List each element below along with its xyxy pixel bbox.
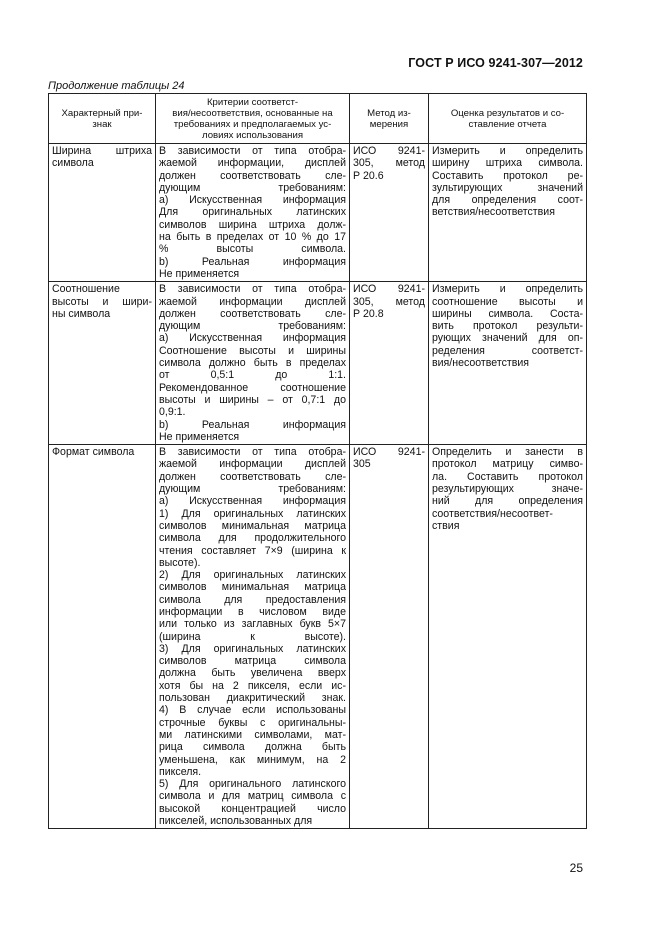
cell-line: символов минимальная матрица: [159, 581, 346, 594]
cell-line: соответствия/несоответ-: [432, 507, 553, 520]
cell-line: от 0,5:1 до 1:1.: [159, 369, 346, 382]
cell-line: 3) Для оригинальных латинских: [159, 642, 346, 655]
evaluation-cell: [429, 282, 587, 445]
cell-line: a) Искусственная информация: [159, 495, 346, 508]
cell-line: Критерии соответст-: [206, 96, 299, 108]
cell-line: символов матрица символа: [159, 655, 346, 668]
cell-line: Рекомендованное соотношение: [159, 381, 346, 394]
cell-line: Метод из-: [367, 107, 411, 119]
cell-line: Характерный при-: [61, 107, 143, 119]
cell-line: информации в числовом виде: [159, 605, 346, 618]
cell-line: уменьшена, как минимум, на 2: [159, 753, 346, 766]
cell-line: символа и для матриц символа с: [159, 790, 346, 803]
cell-line: соотношение высоты и: [432, 295, 583, 308]
cell-line: b) Реальная информация: [159, 418, 346, 431]
cell-line: мерения: [369, 118, 409, 130]
cell-line: жаемой информации дисплей: [159, 295, 346, 308]
cell-line: жаемой информации дисплей: [159, 458, 346, 471]
cell-line: Составить протокол ре-: [432, 169, 583, 182]
feature-cell: [49, 144, 156, 282]
evaluation-cell: [429, 144, 587, 282]
cell-line: ределения соответст-: [432, 344, 583, 357]
cell-line: рица символа должна быть: [159, 741, 346, 754]
cell-line: Ширина штриха: [52, 145, 152, 157]
cell-line: В зависимости от типа отобра-: [159, 145, 346, 157]
cell-line: должен соответствовать сле-: [159, 169, 346, 182]
cell-line: протокол матрицу симво-: [432, 458, 583, 471]
header-criteria: [156, 94, 350, 144]
cell-line: зультирующих значений: [432, 181, 583, 194]
cell-line: ны символа: [52, 307, 111, 320]
cell-line: Определить и занести в: [432, 446, 583, 459]
cell-line: ми латинскими символами, мат-: [159, 728, 346, 741]
cell-line: жаемой информации, дисплей: [159, 157, 346, 170]
cell-line: b) Реальная информация: [159, 255, 346, 268]
criteria-cell: [156, 445, 350, 829]
cell-line: высоты и ширины – от 0,7:1 до: [159, 393, 346, 406]
cell-line: на быть в пределах от 10 % до 17: [159, 231, 346, 244]
feature-cell: [49, 445, 156, 829]
cell-line: должна быть увеличена вверх: [159, 667, 346, 680]
cell-line: строчные буквы с оригинальны-: [159, 716, 346, 729]
cell-line: ИСО 9241-: [353, 446, 425, 459]
table-row: [49, 445, 587, 829]
table-row: [49, 144, 587, 282]
method-cell: [350, 282, 429, 445]
cell-line: ла. Составить протокол: [432, 470, 583, 483]
cell-line: символов ширина штриха долж-: [159, 218, 346, 231]
cell-line: 0,9:1.: [159, 406, 186, 419]
header-feature: [49, 94, 156, 144]
cell-line: ИСО 9241-: [353, 145, 425, 157]
cell-line: или только из заглавных букв 5×7: [159, 618, 346, 631]
cell-line: Р 20.6: [353, 169, 384, 182]
cell-line: знак: [92, 118, 112, 130]
cell-line: ставление отчета: [468, 118, 547, 130]
cell-line: символа для продолжительного: [159, 532, 346, 545]
cell-line: символа должно быть в пределах: [159, 357, 346, 370]
cell-line: символа: [52, 157, 94, 170]
cell-line: высоте).: [159, 556, 201, 569]
criteria-cell: [156, 282, 350, 445]
cell-line: должен соответствовать сле-: [159, 307, 346, 320]
cell-line: дующим требованиям:: [159, 483, 346, 496]
cell-line: Не применяется: [159, 430, 240, 443]
cell-line: a) Искусственная информация: [159, 332, 346, 345]
header-evaluation: [429, 94, 587, 144]
cell-line: дующим требованиям:: [159, 320, 346, 333]
cell-line: для определения соот-: [432, 194, 583, 207]
cell-line: Измерить и определить: [432, 283, 583, 296]
cell-line: ветствия/несоответствия: [432, 206, 555, 219]
method-cell: [350, 445, 429, 829]
cell-line: Соотношение высоты и ширины: [159, 344, 346, 357]
cell-line: ствия: [432, 519, 460, 532]
cell-line: 4) В случае если использованы: [159, 704, 346, 717]
cell-line: Для оригинальных латинских: [159, 206, 346, 219]
cell-line: ИСО 9241-: [353, 283, 425, 296]
cell-line: (ширина к высоте).: [159, 630, 346, 643]
cell-line: вия/несоответствия: [432, 357, 529, 370]
cell-line: должен соответствовать сле-: [159, 470, 346, 483]
cell-line: 1) Для оригинальных латинских: [159, 507, 346, 520]
cell-line: ловиях использования: [201, 129, 304, 141]
table-caption: Продолжение таблицы 24: [48, 80, 185, 92]
cell-line: Формат символа: [52, 446, 135, 459]
cell-line: Р 20.8: [353, 307, 384, 320]
table-header-row: [49, 94, 587, 144]
cell-line: Измерить и определить: [432, 145, 583, 157]
requirements-table: [48, 93, 587, 829]
criteria-cell: [156, 144, 350, 282]
cell-line: пикселя.: [159, 765, 202, 778]
cell-line: Оценка результатов и со-: [450, 107, 565, 119]
feature-cell: [49, 282, 156, 445]
table-row: [49, 282, 587, 445]
cell-line: рующих значений для оп-: [432, 332, 583, 345]
cell-line: ний для определения: [432, 495, 583, 508]
cell-line: результирующих значе-: [432, 483, 583, 496]
cell-line: ширины символа. Соста-: [432, 307, 583, 320]
cell-line: 5) Для оригинального латинского: [159, 778, 346, 791]
cell-line: Не применяется: [159, 267, 240, 280]
cell-line: чтения составляет 7×9 (ширина к: [159, 544, 346, 557]
cell-line: пользован диакритический знак.: [159, 692, 346, 705]
cell-line: a) Искусственная информация: [159, 194, 346, 207]
page-number: 25: [569, 861, 583, 875]
cell-line: 2) Для оригинальных латинских: [159, 569, 346, 582]
cell-line: 305, метод: [353, 295, 425, 308]
cell-line: высокой концентрацией число: [159, 802, 346, 815]
cell-line: дующим требованиям:: [159, 181, 346, 194]
cell-line: вить протокол результи-: [432, 320, 583, 333]
method-cell: [350, 144, 429, 282]
cell-line: пикселей, использованных для: [159, 815, 313, 828]
cell-line: символа для предоставления: [159, 593, 346, 606]
cell-line: 305, метод: [353, 157, 425, 170]
header-method: [350, 94, 429, 144]
cell-line: вия/несоответствия, основанные на: [172, 107, 333, 119]
cell-line: В зависимости от типа отобра-: [159, 446, 346, 459]
cell-line: символов минимальная матрица: [159, 519, 346, 532]
cell-line: требованиях и предполагаемых ус-: [173, 118, 332, 130]
cell-line: В зависимости от типа отобра-: [159, 283, 346, 296]
cell-line: хотя бы на 2 пикселя, если ис-: [159, 679, 346, 692]
cell-line: высоты и шири-: [52, 295, 152, 308]
cell-line: 305: [353, 458, 371, 471]
standard-header: ГОСТ Р ИСО 9241-307—2012: [408, 56, 583, 70]
evaluation-cell: [429, 445, 587, 829]
cell-line: % высоты символа.: [159, 243, 346, 256]
cell-line: Соотношение: [52, 283, 120, 296]
cell-line: ширину штриха символа.: [432, 157, 583, 170]
